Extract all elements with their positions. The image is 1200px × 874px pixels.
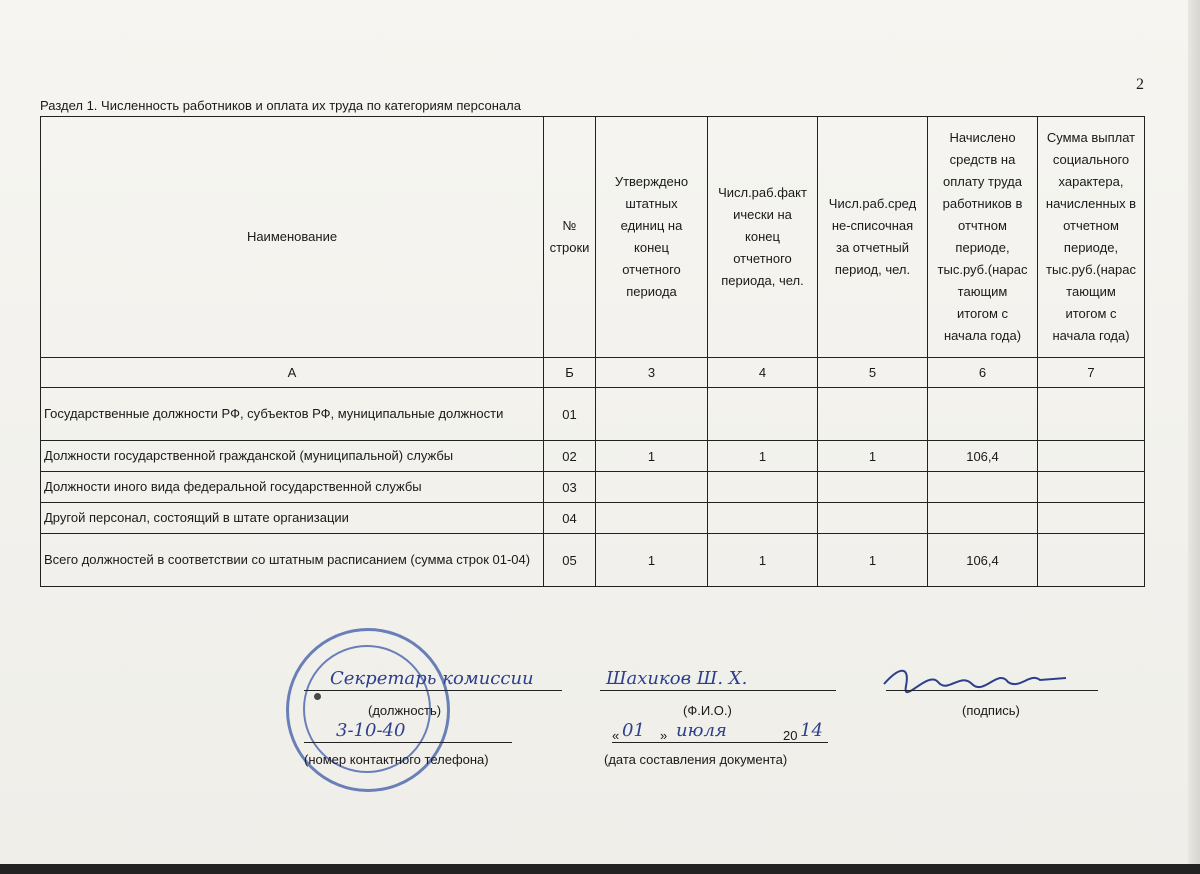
- header-line: тающим: [957, 284, 1008, 299]
- handwritten-fio: Шахиков Ш. Х.: [606, 668, 748, 689]
- header-social-payments: [1038, 117, 1145, 358]
- header-line: конец: [745, 229, 780, 244]
- signature-caption: (подпись): [962, 703, 1020, 718]
- column-letter: 3: [596, 358, 708, 388]
- header-line: ически на: [733, 207, 792, 222]
- header-line: начала года): [1052, 328, 1130, 343]
- row-code: 05: [544, 534, 596, 587]
- date-year-prefix: 20: [783, 728, 798, 743]
- cell-actual: [708, 472, 818, 503]
- fio-caption: (Ф.И.О.): [683, 703, 732, 718]
- cell-social: [1038, 388, 1145, 441]
- cell-approved: 1: [596, 534, 708, 587]
- header-line: Числ.раб.факт: [718, 185, 807, 200]
- header-line: тающим: [1066, 284, 1116, 299]
- header-line: строки: [549, 240, 590, 255]
- position-line: [304, 690, 562, 691]
- column-letter: 6: [928, 358, 1038, 388]
- header-line: отчетном: [1063, 218, 1119, 233]
- header-line: за отчетный: [835, 240, 909, 255]
- cell-average: [818, 388, 928, 441]
- table-row: [41, 441, 1145, 472]
- header-line: оплату труда: [943, 174, 1022, 189]
- cell-average: [818, 472, 928, 503]
- handwritten-position: Секретарь комиссии: [330, 668, 534, 689]
- header-line: конец: [634, 240, 669, 255]
- handwritten-year: 14: [800, 720, 823, 741]
- row-code: 04: [544, 503, 596, 534]
- handwritten-day: 01: [622, 720, 645, 741]
- cell-average: 1: [818, 441, 928, 472]
- header-row-number: [544, 117, 596, 358]
- row-code: 01: [544, 388, 596, 441]
- page-number: 2: [1136, 76, 1144, 93]
- cell-social: [1038, 472, 1145, 503]
- header-accrued-pay: [928, 117, 1038, 358]
- column-letter: 4: [708, 358, 818, 388]
- header-line: периода: [626, 284, 677, 299]
- header-line: средств на: [949, 152, 1016, 167]
- header-approved-units: [596, 117, 708, 358]
- header-line: периоде,: [955, 240, 1010, 255]
- cell-approved: 1: [596, 441, 708, 472]
- handwritten-phone: 3-10-40: [336, 720, 406, 741]
- scan-edge-bottom: [0, 864, 1200, 874]
- header-line: тыс.руб.(нарас: [1046, 262, 1136, 277]
- cell-social: [1038, 503, 1145, 534]
- cell-accrued: [928, 388, 1038, 441]
- header-line: Наименование: [246, 229, 338, 244]
- date-open-quote: «: [612, 728, 620, 743]
- personnel-table: [40, 116, 1145, 587]
- date-caption: (дата составления документа): [604, 752, 788, 767]
- table-row: [41, 472, 1145, 503]
- header-line: социального: [1052, 152, 1130, 167]
- cell-actual: [708, 503, 818, 534]
- cell-social: [1038, 534, 1145, 587]
- row-name: Должности государственной гражданской (муниципальной) службы: [41, 441, 544, 472]
- header-average-count: [818, 117, 928, 358]
- row-name: Государственные должности РФ, субъектов РФ, муниципальные должности: [41, 388, 544, 441]
- phone-caption: (номер контактного телефона): [304, 752, 489, 767]
- phone-line: [304, 742, 512, 743]
- header-actual-count: [708, 117, 818, 358]
- header-line: итогом с: [956, 306, 1009, 321]
- header-line: не-списочная: [831, 218, 914, 233]
- header-line: отчтном: [958, 218, 1007, 233]
- column-letter: 7: [1038, 358, 1145, 388]
- scan-edge: [1188, 0, 1200, 874]
- header-line: Числ.раб.сред: [828, 196, 917, 211]
- header-line: характера,: [1058, 174, 1124, 189]
- cell-accrued: [928, 503, 1038, 534]
- cell-average: [818, 503, 928, 534]
- header-line: Начислено: [949, 130, 1016, 145]
- header-line: тыс.руб.(нарас: [937, 262, 1028, 277]
- table-header-row: [41, 117, 1145, 358]
- row-name: Всего должностей в соответствии со штатным расписанием (сумма строк 01-04): [41, 534, 544, 587]
- date-mid-quote: »: [660, 728, 668, 743]
- table-row: [41, 503, 1145, 534]
- header-line: штатных: [625, 196, 678, 211]
- header-line: единиц на: [620, 218, 683, 233]
- cell-approved: [596, 388, 708, 441]
- header-line: №: [562, 218, 577, 233]
- cell-approved: [596, 472, 708, 503]
- column-letter: 5: [818, 358, 928, 388]
- row-code: 02: [544, 441, 596, 472]
- row-name: Другой персонал, состоящий в штате организации: [41, 503, 544, 534]
- table-row: [41, 388, 1145, 441]
- date-line: [612, 742, 828, 743]
- section-title: Раздел 1. Численность работников и оплата их труда по категориям персонала: [40, 98, 521, 113]
- header-line: работников в: [942, 196, 1023, 211]
- cell-actual: 1: [708, 441, 818, 472]
- column-letter: Б: [544, 358, 596, 388]
- table-row: [41, 534, 1145, 587]
- header-line: начала года): [943, 328, 1022, 343]
- header-line: период, чел.: [834, 262, 911, 277]
- row-name: Должности иного вида федеральной государственной службы: [41, 472, 544, 503]
- column-letter: А: [41, 358, 544, 388]
- cell-approved: [596, 503, 708, 534]
- cell-accrued: 106,4: [928, 441, 1038, 472]
- header-line: периоде,: [1063, 240, 1119, 255]
- header-line: периода, чел.: [721, 273, 804, 288]
- header-line: отчетного: [733, 251, 792, 266]
- header-line: начисленных в: [1045, 196, 1137, 211]
- header-name: [41, 117, 544, 358]
- header-line: Сумма выплат: [1046, 130, 1136, 145]
- cell-actual: [708, 388, 818, 441]
- cell-accrued: 106,4: [928, 534, 1038, 587]
- stamp-dot: [314, 693, 321, 700]
- cell-actual: 1: [708, 534, 818, 587]
- column-letters-row: [41, 358, 1145, 388]
- header-line: Утверждено: [614, 174, 689, 189]
- handwritten-month: июля: [676, 720, 727, 741]
- row-code: 03: [544, 472, 596, 503]
- position-caption: (должность): [368, 703, 442, 718]
- signature-line: [886, 690, 1098, 691]
- cell-average: 1: [818, 534, 928, 587]
- cell-social: [1038, 441, 1145, 472]
- header-line: итогом с: [1065, 306, 1117, 321]
- header-line: отчетного: [622, 262, 681, 277]
- cell-accrued: [928, 472, 1038, 503]
- fio-line: [600, 690, 836, 691]
